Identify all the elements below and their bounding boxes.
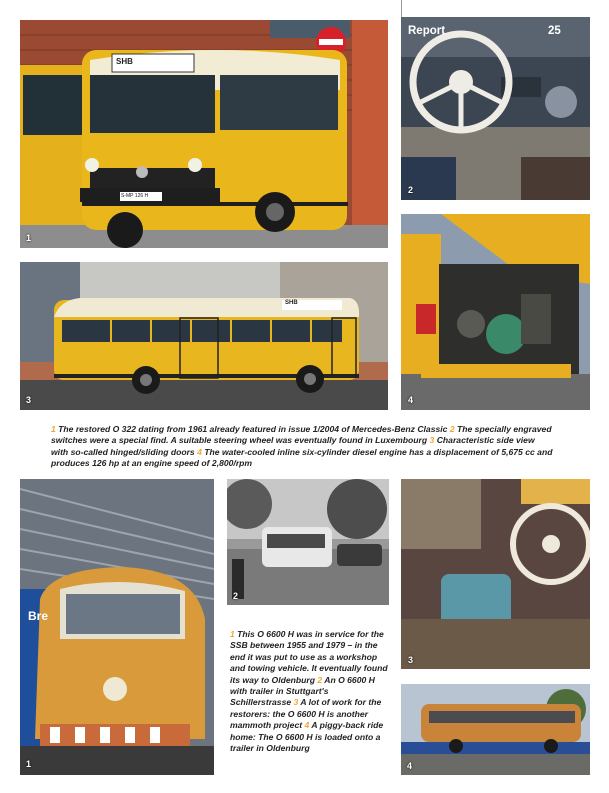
photo-number-8: 4 [407, 761, 413, 771]
page-number: 25 [548, 25, 561, 37]
bus-sign-text: SHB [116, 57, 133, 66]
section-title: Report [408, 25, 446, 37]
photo-number-1: 1 [26, 233, 32, 243]
banner-text: Bre [28, 609, 49, 623]
bus-side-sign-text: SHB [285, 300, 298, 306]
photo-bus-trailer [401, 684, 590, 775]
photo-steering-wheel [401, 17, 590, 200]
photo-number-5: 1 [26, 759, 32, 769]
photo-old-interior [401, 479, 590, 669]
photo-rusted-bus [20, 479, 214, 775]
photo-bus-side [20, 262, 388, 410]
photo-engine [401, 214, 590, 410]
photo-number-6: 2 [233, 591, 239, 601]
photo-number-4: 4 [408, 395, 414, 405]
caption-bottom: 1 This O 6600 H was in service for the SSB between 1955 and 1979 – in the end it was put to use as a workshop and towing vehicle. It eventually found its way to Oldenburg 2 An O 6600 H with trailer in Stuttgart's Schillerstrasse 3 A lot of work for the restorers: the O 6600 H is another mammoth project 4 A piggy-back ride home: The O 6600 H is loaded onto a trailer in Oldenburg [230, 629, 388, 754]
photo-number-2: 2 [408, 185, 414, 195]
photo-bus-front [20, 20, 388, 248]
photo-number-7: 3 [408, 655, 414, 665]
bus-plate-text: S-MP 126 H [121, 193, 149, 199]
caption-top: 1 The restored O 322 dating from 1961 already featured in issue 1/2004 of Mercedes-Benz Classic 2 The specially engraved switches were a special find. A suitable steering wheel was eventually found in Luxembourg 3 Characteristic side view with so-called hinged/sliding doors 4 The water-cooled inline six-cylinder diesel engine has a displacement of 5,675 cc and produces 126 hp at an engine speed of 2,800/rpm [51, 424, 553, 469]
photo-number-3: 3 [26, 395, 32, 405]
photo-historic-street [227, 479, 389, 605]
